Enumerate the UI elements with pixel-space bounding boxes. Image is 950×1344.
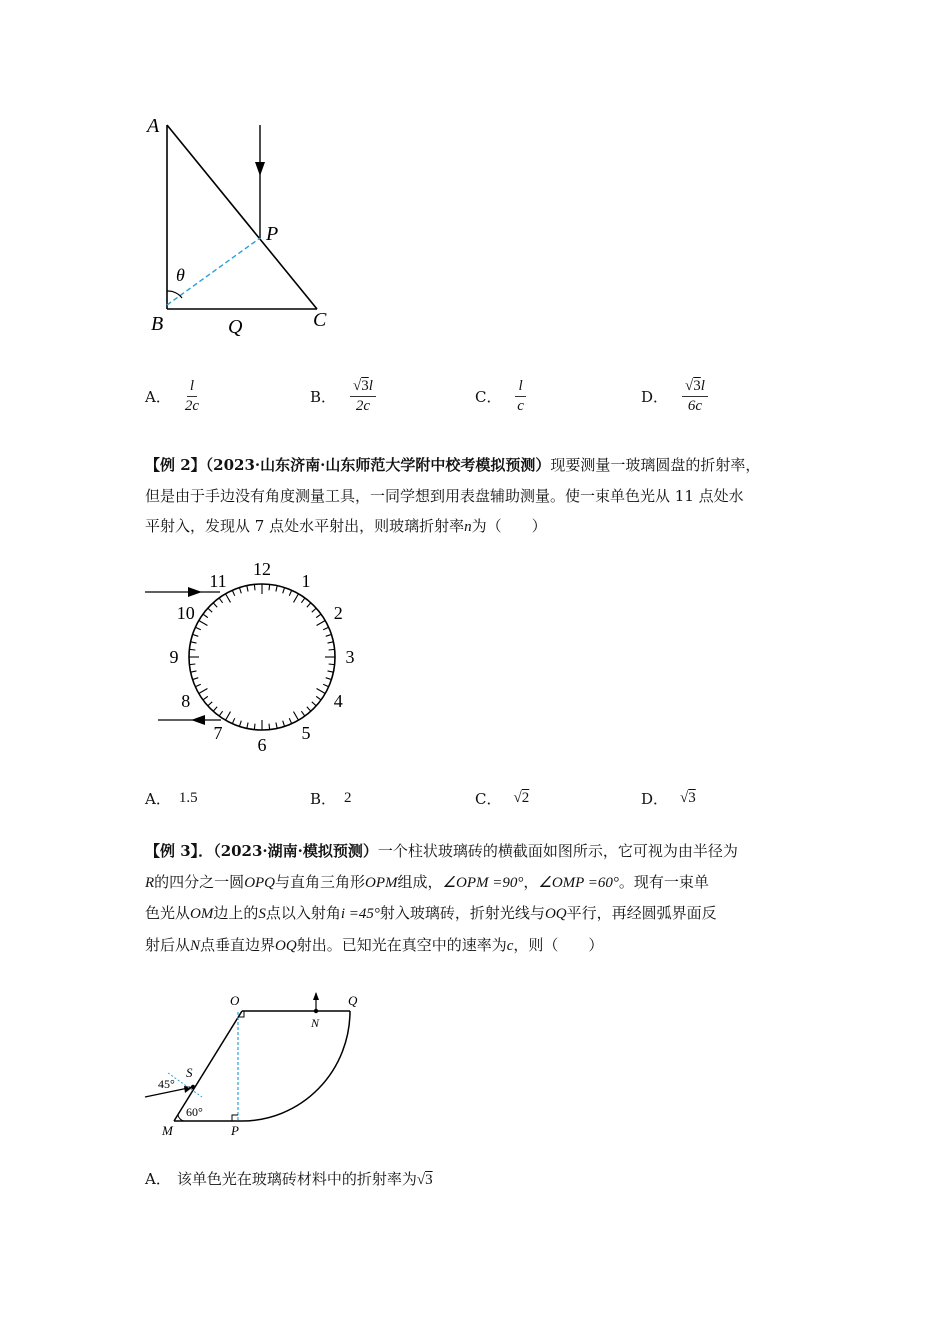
clock-tick bbox=[276, 586, 277, 592]
question-text: 一个柱状玻璃砖的横截面如图所示，它可视为由半径为 bbox=[377, 842, 738, 860]
question-text: 射后从 bbox=[145, 935, 191, 954]
option-letter: A． bbox=[145, 790, 171, 808]
clock-tick bbox=[317, 621, 326, 626]
clock-tick bbox=[289, 718, 291, 723]
clock-tick bbox=[301, 598, 305, 603]
clock-tick bbox=[289, 590, 291, 595]
option-letter: B． bbox=[310, 388, 337, 406]
clock-tick bbox=[247, 586, 248, 592]
label-N: N bbox=[311, 1016, 320, 1030]
radicand: 3 bbox=[688, 790, 696, 806]
variable-OQ: OQ bbox=[275, 937, 297, 954]
q2-option-c[interactable]: C． √2 bbox=[475, 790, 530, 808]
clock-tick bbox=[312, 702, 316, 706]
clock-number: 12 bbox=[253, 559, 271, 579]
variable-OQ: OQ bbox=[544, 906, 567, 922]
clock-tick bbox=[316, 696, 321, 700]
radicand: 3 bbox=[425, 1172, 433, 1188]
angle-i: i =45° bbox=[340, 906, 380, 922]
question-text: 色光从 bbox=[145, 904, 191, 922]
clock-tick bbox=[199, 621, 208, 626]
clock-tick bbox=[283, 721, 285, 727]
q1-option-b[interactable] bbox=[310, 378, 376, 415]
option-letter: A． bbox=[145, 388, 171, 406]
clock-tick bbox=[193, 634, 199, 636]
variable-n: n bbox=[464, 519, 472, 535]
clock-tick bbox=[195, 627, 200, 629]
clock-number: 7 bbox=[213, 723, 223, 744]
label-C: C bbox=[313, 309, 327, 331]
question-text: 平行，再经圆弧界面反 bbox=[566, 904, 717, 922]
question-text: 为（ ） bbox=[471, 517, 547, 535]
label-S: S bbox=[186, 1065, 193, 1080]
clock-tick bbox=[239, 721, 241, 727]
option-letter: A． bbox=[145, 1170, 171, 1188]
numerator-tail: l bbox=[700, 378, 705, 394]
question-text: ，则（ ） bbox=[513, 935, 604, 954]
option-letter: D． bbox=[641, 388, 669, 406]
question-text: 边上的 bbox=[213, 904, 259, 922]
clock-tick bbox=[208, 608, 212, 612]
clock-tick bbox=[254, 724, 255, 730]
clock-tick bbox=[219, 598, 223, 603]
option-value: 2 bbox=[344, 790, 352, 806]
variable-N: N bbox=[190, 937, 201, 954]
label-theta: θ bbox=[176, 265, 185, 285]
question-text: 组成， bbox=[397, 872, 443, 891]
fraction bbox=[682, 378, 708, 415]
clock-tick bbox=[316, 614, 321, 618]
clock-tick bbox=[247, 723, 248, 729]
clock-number: 5 bbox=[301, 723, 311, 744]
clock-tick bbox=[232, 590, 234, 595]
question-text: 与直角三角形 bbox=[275, 872, 366, 891]
clock-tick bbox=[195, 684, 200, 686]
clock-number: 10 bbox=[176, 603, 195, 623]
radicand: 2 bbox=[521, 790, 530, 806]
q1-option-c[interactable] bbox=[475, 378, 526, 415]
clock-tick bbox=[317, 689, 326, 694]
numerator: √3l bbox=[682, 378, 708, 397]
clock-tick bbox=[226, 594, 231, 603]
option-letter: B． bbox=[310, 790, 337, 808]
example-3-question bbox=[145, 836, 807, 961]
clock-tick bbox=[208, 702, 212, 706]
label-P: P bbox=[266, 223, 279, 245]
example-tag: 【例 2】 bbox=[145, 456, 206, 474]
clock-number: 11 bbox=[209, 570, 227, 591]
clock-tick bbox=[189, 649, 195, 650]
numerator: l bbox=[515, 378, 525, 397]
question-text: 。现有一束单 bbox=[618, 872, 709, 891]
q1-options bbox=[145, 378, 825, 418]
angle-opm: ∠OPM =90° bbox=[442, 874, 524, 891]
question-text: 的四分之一圆 bbox=[154, 872, 245, 891]
question-text: 射出。已知光在真空中的速率为 bbox=[296, 935, 507, 954]
clock-number: 9 bbox=[169, 647, 179, 667]
question-text-line2: 但是由于手边没有角度测量工具，一同学想到用表盘辅助测量。使一束单色光从 11 点处水 bbox=[145, 486, 744, 505]
variable-S: S bbox=[258, 906, 266, 922]
clock-tick bbox=[294, 712, 299, 721]
denominator: c bbox=[517, 398, 524, 414]
clock-tick bbox=[328, 642, 334, 643]
q1-option-d[interactable] bbox=[641, 378, 708, 415]
label-O: O bbox=[230, 993, 240, 1008]
fraction bbox=[515, 378, 525, 415]
figure-glass-brick bbox=[140, 985, 380, 1145]
example-2-question bbox=[145, 450, 807, 543]
label-60: 60° bbox=[186, 1105, 203, 1119]
figure-clock bbox=[140, 555, 370, 765]
label-A: A bbox=[147, 115, 160, 137]
clock-tick bbox=[193, 678, 199, 680]
clock-tick bbox=[329, 664, 335, 665]
clock-tick bbox=[326, 678, 332, 680]
q2-option-b[interactable] bbox=[310, 788, 352, 809]
variable-OM: OM bbox=[190, 906, 214, 922]
fraction bbox=[185, 378, 199, 415]
label-Q: Q bbox=[348, 993, 358, 1008]
denominator: 6c bbox=[687, 398, 703, 414]
numerator: √3l bbox=[350, 378, 376, 397]
clock-tick bbox=[307, 707, 311, 711]
clock-tick bbox=[323, 684, 328, 686]
clock-tick bbox=[213, 707, 217, 711]
question-text: 现要测量一玻璃圆盘的折射率， bbox=[550, 456, 761, 474]
angle-omp: ∠OMP =60° bbox=[538, 874, 619, 891]
q2-option-a[interactable] bbox=[145, 788, 198, 809]
label-Q: Q bbox=[228, 316, 243, 338]
clock-tick bbox=[232, 718, 234, 723]
clock-tick bbox=[326, 634, 332, 636]
example-tag: 【例 3】 bbox=[145, 842, 199, 860]
numerator-tail: l bbox=[368, 378, 373, 394]
clock-number: 4 bbox=[333, 691, 343, 711]
clock-tick bbox=[276, 723, 277, 729]
radicand: 3 bbox=[693, 378, 701, 394]
clock-tick bbox=[226, 712, 231, 721]
clock-tick bbox=[189, 664, 195, 665]
example-dot: ． bbox=[198, 842, 214, 860]
option-text: 该单色光在玻璃砖材料中的折射率为 bbox=[176, 1170, 417, 1188]
question-text: 点垂直边界 bbox=[200, 935, 276, 954]
q2-option-d[interactable]: D． √3 bbox=[641, 790, 696, 808]
denominator: 2c bbox=[355, 398, 371, 414]
clock-tick bbox=[203, 614, 208, 618]
clock-number: 8 bbox=[181, 691, 191, 711]
example-source: （2023·山东济南·山东师范大学附中校考模拟预测） bbox=[205, 456, 551, 474]
option-letter: C． bbox=[475, 790, 502, 808]
label-45: 45° bbox=[158, 1077, 175, 1091]
clock-tick bbox=[191, 671, 197, 672]
clock-tick bbox=[203, 696, 208, 700]
clock-tick bbox=[269, 584, 270, 590]
denominator: 2c bbox=[184, 398, 200, 414]
clock-tick bbox=[307, 603, 311, 607]
clock-number: 6 bbox=[257, 735, 267, 755]
clock-tick bbox=[312, 608, 316, 612]
option-letter: D． bbox=[641, 790, 669, 808]
variable-c: c bbox=[506, 937, 514, 954]
q3-option-a[interactable]: A． 该单色光在玻璃砖材料中的折射率为√3 bbox=[145, 1170, 433, 1188]
clock-tick bbox=[283, 588, 285, 594]
clock-tick bbox=[199, 689, 208, 694]
clock-tick bbox=[219, 711, 223, 716]
clock-tick bbox=[254, 584, 255, 590]
clock-number: 1 bbox=[301, 570, 311, 591]
figure-triangle bbox=[140, 110, 350, 350]
label-B: B bbox=[151, 313, 164, 335]
variable-R: R bbox=[145, 874, 155, 891]
option-value: 1.5 bbox=[178, 790, 198, 806]
clock-tick bbox=[239, 588, 241, 594]
question-text: ， bbox=[523, 872, 539, 891]
radicand: 3 bbox=[361, 378, 369, 394]
clock-tick bbox=[301, 711, 305, 716]
example-source: （2023·湖南·模拟预测） bbox=[213, 842, 378, 860]
clock-tick bbox=[213, 603, 217, 607]
fraction bbox=[350, 378, 376, 415]
clock-tick bbox=[328, 671, 334, 672]
q1-option-a[interactable] bbox=[145, 378, 199, 415]
question-text: 点以入射角 bbox=[265, 904, 341, 922]
numerator: l bbox=[187, 378, 197, 397]
q2-options bbox=[145, 788, 825, 828]
clock-tick bbox=[323, 627, 328, 629]
variable-OPQ: OPQ bbox=[244, 874, 276, 891]
question-text: 平射入，发现从 7 点处水平射出，则玻璃折射率 bbox=[145, 517, 465, 535]
clock-number: 2 bbox=[333, 603, 343, 623]
clock-tick bbox=[329, 649, 335, 650]
label-P: P bbox=[231, 1123, 239, 1138]
clock-tick bbox=[294, 594, 299, 603]
clock-tick bbox=[269, 724, 270, 730]
clock-tick bbox=[191, 642, 197, 643]
variable-OPM: OPM bbox=[365, 874, 398, 891]
option-letter: C． bbox=[475, 388, 502, 406]
label-M: M bbox=[162, 1123, 173, 1138]
clock-number: 3 bbox=[345, 647, 355, 667]
question-text: 射入玻璃砖，折射光线与 bbox=[379, 904, 545, 922]
